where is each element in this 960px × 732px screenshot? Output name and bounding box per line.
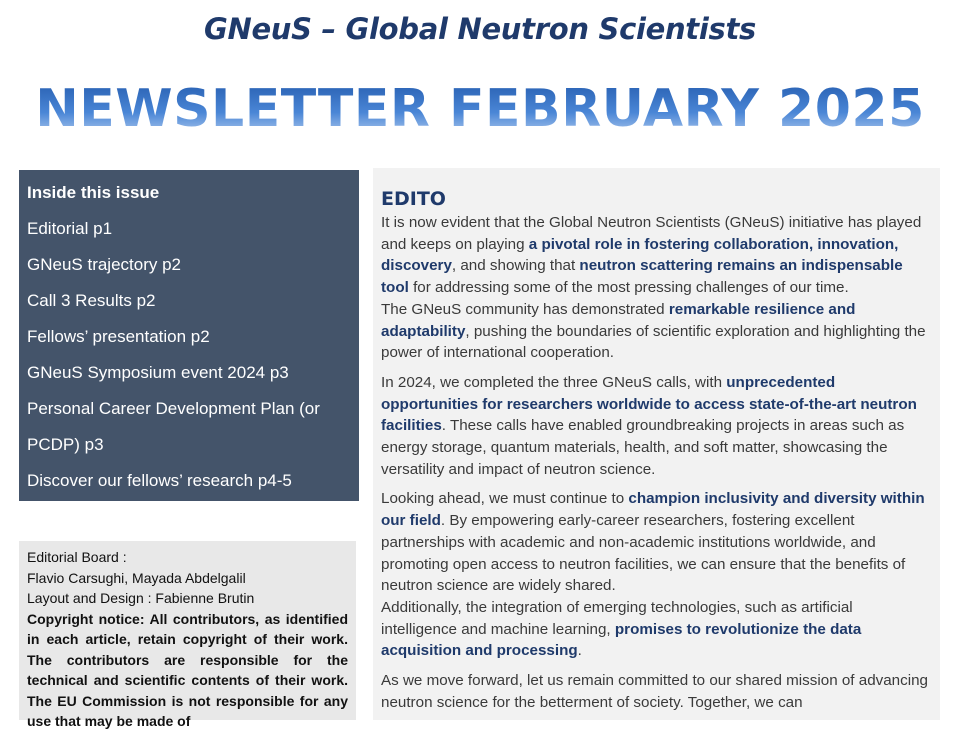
newsletter-title: NEWSLETTER FEBRUARY 2025 xyxy=(0,74,960,144)
text: . These calls have enabled groundbreaking projects in areas such as energy storage, quantum materials, health, and soft matter, showcasing the versatility and impact of neutron science. xyxy=(381,417,905,478)
inside-this-issue-panel xyxy=(19,170,359,501)
toc-title: Inside this issue xyxy=(27,183,160,202)
editorial-board-members: Flavio Carsughi, Mayada Abdelgalil xyxy=(27,569,246,586)
text: Looking ahead, we must continue to xyxy=(381,490,629,508)
text: , and showing that xyxy=(451,257,580,275)
toc-item-editorial[interactable]: Editorial p1 xyxy=(27,219,113,238)
text: . By empowering early-career researchers, fostering excellent partnerships with academic and non-academic institutions worldwide, and promoting open access to neutron facilities, we can ensure that the benefits of neutron science are widely shared. xyxy=(381,512,906,595)
emphasis: a pivotal role in fostering collaboration, innovation, discovery xyxy=(381,235,899,275)
edito-paragraph-4 xyxy=(381,488,932,597)
toc-item-symposium[interactable]: GNeuS Symposium event 2024 p3 xyxy=(27,363,289,382)
edito-title: EDITO xyxy=(381,188,446,210)
emphasis: remarkable resilience and adaptability xyxy=(381,300,856,340)
copyright-notice: Copyright notice: All contributors, as identified in each article, retain copyright of their work. The contributors are responsible for the technical and scientific contents of their work. The EU Commission is not responsible for any use that may be made of xyxy=(27,610,348,729)
edito-paragraph-2 xyxy=(381,299,932,364)
edito-section xyxy=(373,168,940,720)
text: As we move forward, let us remain committed to our shared mission of advancing neutron science for the betterment of society. Together, we can xyxy=(381,672,928,711)
toc-item-fellows-presentation[interactable]: Fellows’ presentation p2 xyxy=(27,327,210,346)
emphasis: promises to revolutionize the data acquisition and processing xyxy=(381,620,862,660)
toc-item-pcdp-line1: Personal Career Development Plan (or xyxy=(27,399,320,418)
toc-item-pcdp-line2: PCDP) p3 xyxy=(27,435,104,454)
text: , pushing the boundaries of scientific exploration and highlighting the power of international cooperation. xyxy=(381,322,926,362)
edito-paragraph-6 xyxy=(381,670,932,713)
emphasis: neutron scattering remains an indispensable tool xyxy=(381,257,903,297)
emphasis: unprecedented opportunities for researchers worldwide to access state-of-the-art neutron facilities xyxy=(381,373,917,435)
text: for addressing some of the most pressing challenges of our time. xyxy=(408,279,849,297)
editorial-board-label: Editorial Board : xyxy=(27,549,127,565)
edito-paragraph-5 xyxy=(381,597,932,662)
newsletter-subtitle: GNeuS – Global Neutron Scientists xyxy=(203,12,757,46)
edito-paragraph-1 xyxy=(381,212,932,299)
text: The GNeuS community has demonstrated xyxy=(381,300,669,318)
editorial-board-box xyxy=(19,541,356,729)
text: . xyxy=(577,642,582,660)
edito-paragraph-3 xyxy=(381,372,932,481)
toc-item-call3-results[interactable]: Call 3 Results p2 xyxy=(27,291,156,310)
text: Additionally, the integration of emerging technologies, such as artificial intelligence and machine learning, xyxy=(381,598,853,638)
toc-item-pcdp[interactable] xyxy=(27,397,351,457)
toc-item-trajectory[interactable]: GNeuS trajectory p2 xyxy=(27,255,182,274)
emphasis: champion inclusivity and diversity within our field xyxy=(381,490,925,530)
layout-design-credit: Layout and Design : Fabienne Brutin xyxy=(27,590,255,606)
text: It is now evident that the Global Neutron Scientists (GNeuS) initiative has played and keeps on playing xyxy=(381,214,922,253)
toc-item-fellows-research[interactable]: Discover our fellows’ research p4-5 xyxy=(27,471,292,490)
text: In 2024, we completed the three GNeuS calls, with xyxy=(381,373,727,391)
